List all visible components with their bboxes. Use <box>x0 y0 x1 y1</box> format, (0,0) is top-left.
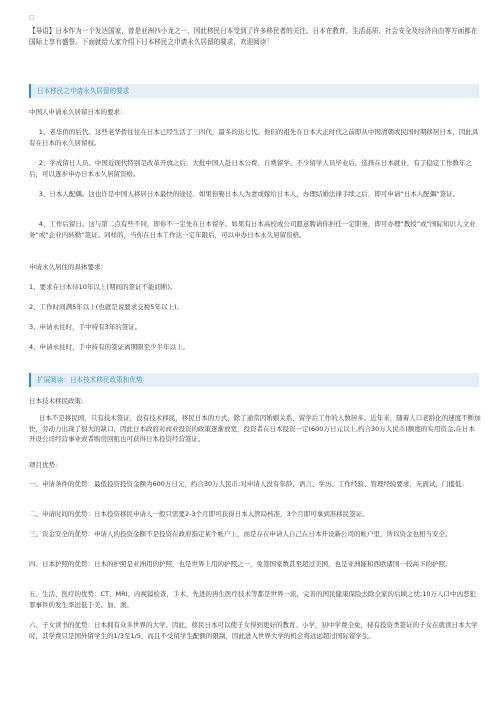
intro-paragraph: 【导语】日本作为一个发达国家，曾是亚洲四小龙之一，因此移民日本受到了许多移民者的关注。日本在教育、生活品质、社会安全及经济自由等方面都在国际上享有盛誉。下面就给大家介绍下日本移民之申请永久居留的要求，欢迎阅读！ <box>29 27 478 46</box>
section1-paragraph: 3、日本人配偶。这也许是中国人移居日本最快的途径。如果你娶日本人为妻或嫁给日本人，办理结婚法律手续之后，即可申请“日本人配偶”签证。 <box>38 190 460 198</box>
section2-paragraph: 四、日本护照的优势：日本的护照是亚洲用的护照，也是世界上用的护照之一，免签国家数甚至超过美国，也是亚洲能和西欧诸国一较高下的护照。 <box>29 560 452 568</box>
section2-paragraph: 一、申请条件的优势：最低投资投资金额为600万日元，约合30万人民币;对申请人没有年龄、语言、学历、工作经验、管理经验要求，无面试，门槛低。 <box>29 480 468 488</box>
section2-paragraph: 二、申请时间的优势：日本投资移民申请人一般只需要2-3个月即可获得日本入管局核准，3个月即可拿到准移民签证。 <box>29 510 369 518</box>
section1-paragraph: 2、工作时间满5年以上(也就是说要求交税5年以上)。 <box>29 303 183 311</box>
section2-paragraph: 五、生活、医疗的优势：CT、MRI、内视镜检查，手术，先进的再生医疗技术等都是世界一流，完善的国民健康保险去除全家的后顾之忧;10万人口中凶恶犯罪事件的发生率远低于美、加、澳。 <box>29 590 477 609</box>
section2-paragraph: 六、子女读书的优势：日本拥有众多世界的大学。因此，移民日本可以使子女得到更好的教育。小学，初中学费全免，持有投资类签证的子女在就读日本大学时，其学费只是国外留学生的1/3至1/5，而且不受留学生配额的限制，因此进入世界大学的机会将远远超过国际留学生。 <box>29 621 478 640</box>
section2-paragraph: 日本不是移民国，只有技术签证，没有技术移民，移民日本的方式，除了通常因婚姻关系、留学后工作的人数居多。近年来，随着人口老龄化的速度不断加快，劳动力出现了很大的缺口，因此日本政府对商业投资的政策逐渐放宽，投资者在日本投资一定(600万日元以上,约合30万人民币)额度的实用资金,在日本开设公司经营事业或者购房回租也可获得日本投资经营签证。 <box>29 414 481 443</box>
section1-paragraph: 1、老华侨的后代。这些老华侨往往在日本已经生活了三四代，最多的达七代。他们的祖先在日本大正时代之前即从中国清朝或民国时期移居日本，因此具有在日本的永久居留权。 <box>29 128 479 147</box>
section1-paragraph: 2、学成留日人员。中国近现代特别是改革开放之后，大批中国人赴日本公费、自费留学。不少留学人员毕业后，选择在日本就业，有了稳定工作数年之后，可以逐步申办日本永久居留资格。 <box>29 159 472 178</box>
corner-mark: □ <box>29 14 35 21</box>
section1-paragraph: 中国人申请永久居留日本的要求： <box>29 108 127 116</box>
section1-paragraph: 4、工作后留日。这与第二点有些不同，即你不一定先在日本留学。如果有日本高校或公司愿意聘请你担任一定职务，即可办理“教授”或“国际知识人文业务”或“企业内转勤”签证。同样的，当你在日本工作达一定年限后，可以申办日本永久居留资格。 <box>29 220 476 239</box>
section1-paragraph: 4、申请永住时，手中持有的签证离期限至少半年以上。 <box>29 343 190 351</box>
section-heading-permanent-residence: 日本移民之申请永久居留的要求 <box>29 84 479 98</box>
section-heading-further-reading: 扩展阅读：日本技术移民政策和优势 <box>29 373 479 387</box>
section2-paragraph: 三、资金安全的优势：申请人的投资金额不是投资在政府指定某个帐户上，而是存在申请人自己在日本开设新公司的帐户里，所以资金也相当安全。 <box>29 530 452 538</box>
section1-paragraph: 申请永久居住的具体要求： <box>29 263 107 271</box>
section1-paragraph: 3、申请永住时，手中持有3年的签证。 <box>29 323 142 331</box>
section1-paragraph: 1、要求在日本待10年以上(期间的签证不能间断)。 <box>29 283 177 291</box>
section2-paragraph: 日本技术移民政策: <box>29 397 84 405</box>
section2-paragraph: 项目优势: <box>29 461 58 469</box>
